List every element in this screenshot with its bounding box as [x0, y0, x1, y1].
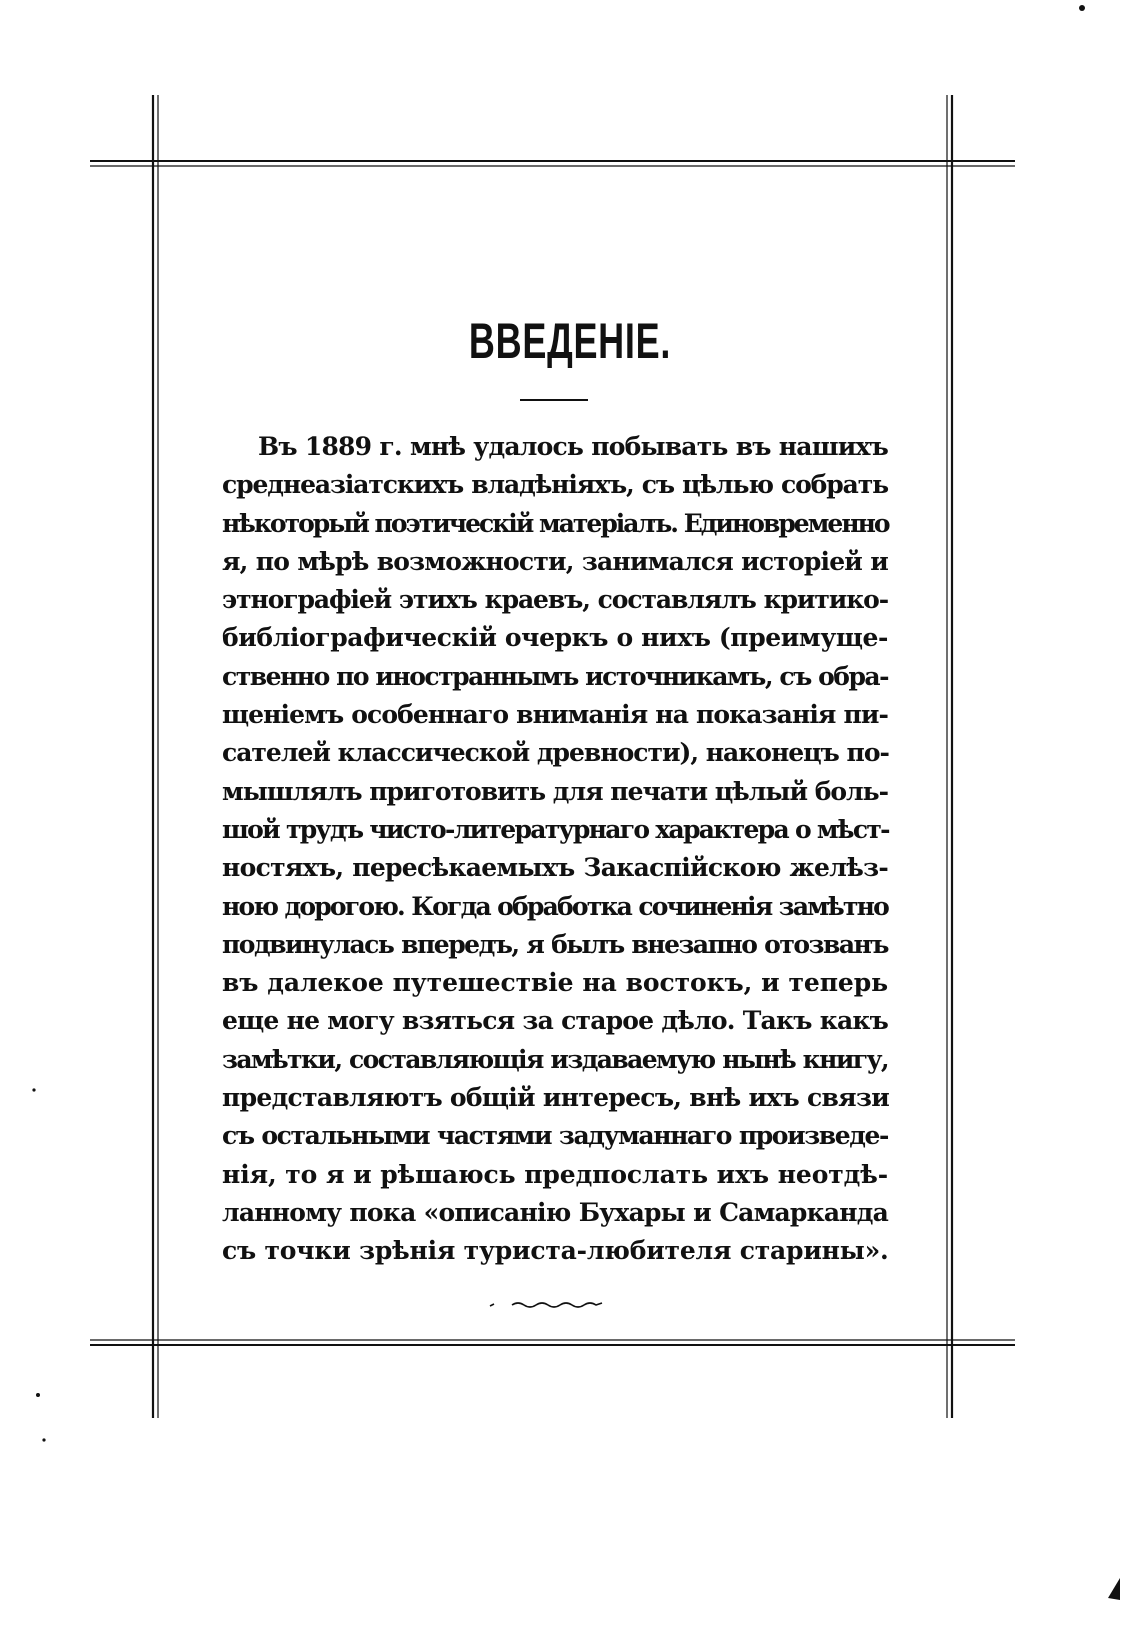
tail-ornament — [490, 1303, 602, 1307]
paragraph-line: щеніемъ особеннаго вниманія на показанія пи- — [222, 700, 888, 730]
introduction-paragraph — [222, 428, 888, 1271]
paragraph-line: Въ 1889 г. мнѣ удалось побывать въ нашихъ — [258, 432, 888, 461]
paragraph-line: ною дорогою. Когда обработка сочиненія замѣтно — [222, 891, 888, 921]
paragraph-line: подвинулась впередъ, я былъ внезапно отозванъ — [222, 929, 888, 959]
page-title: ВВЕДЕНІЕ. — [468, 313, 672, 369]
paragraph-line: ственно по иностраннымъ источникамъ, съ обра- — [222, 661, 888, 691]
paragraph-line: этнографіей этихъ краевъ, составлялъ критико- — [222, 585, 888, 615]
paragraph-line: представляютъ общій интересъ, внѣ ихъ связи — [222, 1083, 890, 1113]
paragraph-line: ланному пока «описанію Бухары и Самарканда — [222, 1197, 888, 1227]
paragraph-line: ностяхъ, пересѣкаемыхъ Закаспійскою желѣз- — [222, 853, 888, 883]
paragraph-line: сателей классической древности), наконецъ по- — [222, 738, 889, 768]
paragraph-line: шой трудъ чисто-литературнаго характера о мѣст- — [222, 814, 889, 844]
paragraph-line: съ точки зрѣнія туриста-любителя старины». — [222, 1236, 889, 1266]
paragraph-line: библіографическій очеркъ о нихъ (преимуще- — [222, 623, 888, 653]
paragraph-line: нѣкоторый поэтическій матеріалъ. Единовременно — [222, 508, 889, 538]
paragraph-line: въ далекое путешествіе на востокъ, и теперь — [222, 968, 888, 998]
paragraph-line: нія, то я и рѣшаюсь предпослать ихъ неотдѣ- — [222, 1159, 888, 1189]
paragraph-line: среднеазіатскихъ владѣніяхъ, съ цѣлью собрать — [222, 470, 888, 500]
paragraph-line: я, по мѣрѣ возможности, занимался исторіей и — [222, 546, 888, 576]
paragraph-line: съ остальными частями задуманнаго произведе- — [222, 1121, 888, 1151]
paragraph-line: мышлялъ приготовить для печати цѣлый боль- — [222, 776, 889, 806]
paragraph-line: еще не могу взяться за старое дѣло. Такъ какъ — [222, 1006, 888, 1036]
paragraph-line: замѣтки, составляющія издаваемую нынѣ книгу, — [222, 1044, 888, 1074]
